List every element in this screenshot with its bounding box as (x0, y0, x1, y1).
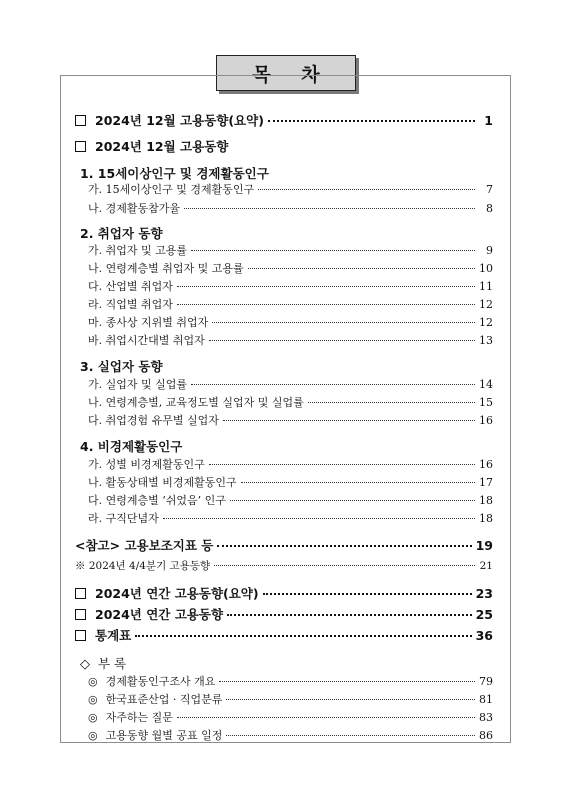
dot-leader (258, 189, 475, 190)
section-heading-label: 2. 취업자 동향 (80, 226, 163, 241)
toc-page-number: 21 (479, 560, 493, 572)
bullseye-icon: ◎ (88, 711, 98, 724)
toc-entry[interactable] (88, 242, 493, 258)
dot-leader (217, 545, 471, 547)
toc-page-number: 36 (475, 628, 493, 643)
dot-leader (214, 565, 475, 566)
toc-entry-label: 경제활동인구조사 개요 (105, 675, 216, 688)
toc-entry-label: 가. 취업자 및 고용률 (88, 244, 187, 257)
toc-page-number: 10 (479, 262, 493, 275)
toc-entry-label: 마. 종사상 지위별 취업자 (88, 316, 209, 329)
appendix-heading (80, 654, 498, 672)
toc-entry-label: 다. 취업경험 유무별 실업자 (88, 414, 219, 427)
toc-page-number: 9 (486, 244, 493, 257)
toc-entry[interactable] (88, 394, 493, 410)
dot-leader (226, 699, 475, 700)
toc-entry[interactable] (88, 332, 493, 348)
toc-entry[interactable] (88, 260, 493, 276)
section-heading-label: 4. 비경제활동인구 (80, 439, 183, 454)
toc-page-number: 83 (479, 711, 493, 724)
toc-entry[interactable] (75, 137, 493, 155)
toc-page-number: 8 (486, 202, 493, 215)
toc-entry[interactable] (88, 709, 493, 725)
toc-entry[interactable] (88, 492, 493, 508)
toc-page-number: 23 (475, 586, 493, 601)
diamond-icon: ◇ (80, 657, 90, 672)
dot-leader (268, 120, 475, 122)
toc-page-number: 1 (484, 113, 493, 128)
dot-leader (230, 500, 475, 501)
toc-entry-label: 라. 구직단념자 (88, 512, 159, 525)
toc-entry[interactable] (75, 626, 493, 644)
toc-entry[interactable] (88, 691, 493, 707)
toc-entry-label: 나. 경제활동참가율 (88, 202, 181, 215)
toc-page-number: 13 (479, 334, 493, 347)
toc-entry-label: 통계표 (95, 628, 132, 643)
toc-page-number: 79 (479, 675, 493, 688)
dot-leader (191, 250, 475, 251)
bullseye-icon: ◎ (88, 693, 98, 706)
toc-entry-label: 다. 연령계층별 ‘쉬었음’ 인구 (88, 494, 226, 507)
appendix-heading-label: 부 록 (98, 656, 127, 671)
toc-entry-label: 라. 직업별 취업자 (88, 298, 173, 311)
toc-entry[interactable] (88, 456, 493, 472)
section-heading (80, 357, 498, 375)
dot-leader (163, 518, 475, 519)
toc-page-number: 17 (479, 476, 493, 489)
toc-title: 목 차 (216, 55, 356, 91)
section-heading (80, 437, 498, 455)
toc-entry[interactable] (88, 278, 493, 294)
section-heading-label: 1. 15세이상인구 및 경제활동인구 (80, 166, 269, 181)
toc-page-number: 15 (479, 396, 493, 409)
checkbox-icon (75, 141, 86, 152)
dot-leader (248, 268, 475, 269)
section-heading (80, 164, 498, 182)
toc-page-number: 18 (479, 494, 493, 507)
toc-page-number: 12 (479, 298, 493, 311)
toc-page-number: 81 (479, 693, 493, 706)
toc-page-number: 7 (486, 183, 493, 196)
toc-entry[interactable] (88, 296, 493, 312)
dot-leader (177, 286, 475, 287)
dot-leader (209, 340, 475, 341)
toc-entry[interactable] (75, 584, 493, 602)
toc-page-number: 11 (479, 280, 493, 293)
toc-entry-label: 가. 성별 비경제활동인구 (88, 458, 205, 471)
toc-entry[interactable] (88, 314, 493, 330)
toc-entry-label: 다. 산업별 취업자 (88, 280, 173, 293)
section-heading (80, 224, 498, 242)
toc-entry-label: <참고> 고용보조지표 등 (75, 538, 214, 553)
dot-leader (226, 735, 475, 736)
toc-entry[interactable] (88, 727, 493, 743)
bullseye-icon: ◎ (88, 675, 98, 688)
toc-entry[interactable] (88, 181, 493, 197)
toc-entry-label: ※ 2024년 4/4분기 고용동향 (75, 560, 211, 572)
toc-page-number: 86 (479, 729, 493, 742)
bullseye-icon: ◎ (88, 729, 98, 742)
section-heading-label: 3. 실업자 동향 (80, 359, 163, 374)
toc-entry-label: 바. 취업시간대별 취업자 (88, 334, 205, 347)
toc-page-number: 16 (479, 414, 493, 427)
toc-entry-label: 2024년 연간 고용동향 (95, 607, 224, 622)
toc-page-number: 16 (479, 458, 493, 471)
dot-leader (219, 681, 475, 682)
dot-leader (184, 208, 475, 209)
dot-leader (263, 593, 472, 595)
toc-entry[interactable] (88, 474, 493, 490)
toc-entry[interactable] (88, 200, 493, 216)
checkbox-icon (75, 630, 86, 641)
toc-entry[interactable] (88, 376, 493, 392)
toc-page-number: 14 (479, 378, 493, 391)
toc-entry-label: 나. 연령계층별 취업자 및 고용률 (88, 262, 244, 275)
toc-entry-label: 가. 15세이상인구 및 경제활동인구 (88, 183, 255, 196)
toc-page-number: 12 (479, 316, 493, 329)
toc-entry-label: 2024년 12월 고용동향(요약) (95, 113, 264, 128)
toc-page-number: 25 (475, 607, 493, 622)
dot-leader (212, 322, 475, 323)
dot-leader (223, 420, 475, 421)
dot-leader (191, 384, 475, 385)
toc-entry-label: 2024년 12월 고용동향 (95, 139, 229, 154)
dot-leader (177, 717, 475, 718)
dot-leader (241, 482, 475, 483)
dot-leader (308, 402, 475, 403)
toc-entry[interactable] (88, 673, 493, 689)
toc-page-number: 18 (479, 512, 493, 525)
toc-entry-label: 2024년 연간 고용동향(요약) (95, 586, 259, 601)
toc-entry[interactable] (75, 605, 493, 623)
dot-leader (135, 635, 471, 637)
toc-entry-label: 고용동향 월별 공표 일정 (105, 729, 223, 742)
checkbox-icon (75, 115, 86, 126)
toc-entry-label: 한국표준산업 · 직업분류 (105, 693, 223, 706)
toc-entry-label: 가. 실업자 및 실업률 (88, 378, 187, 391)
toc-entry-label: 나. 활동상태별 비경제활동인구 (88, 476, 237, 489)
toc-entry[interactable] (88, 412, 493, 428)
dot-leader (227, 614, 472, 616)
toc-entry-label: 나. 연령계층별, 교육정도별 실업자 및 실업률 (88, 396, 304, 409)
toc-entry[interactable] (88, 510, 493, 526)
toc-entry[interactable] (75, 536, 493, 554)
dot-leader (209, 464, 475, 465)
toc-entry-label: 자주하는 질문 (105, 711, 173, 724)
checkbox-icon (75, 609, 86, 620)
dot-leader (177, 304, 475, 305)
checkbox-icon (75, 588, 86, 599)
toc-page-number: 19 (475, 538, 493, 553)
toc-entry[interactable] (75, 558, 493, 573)
toc-entry[interactable] (75, 111, 493, 129)
